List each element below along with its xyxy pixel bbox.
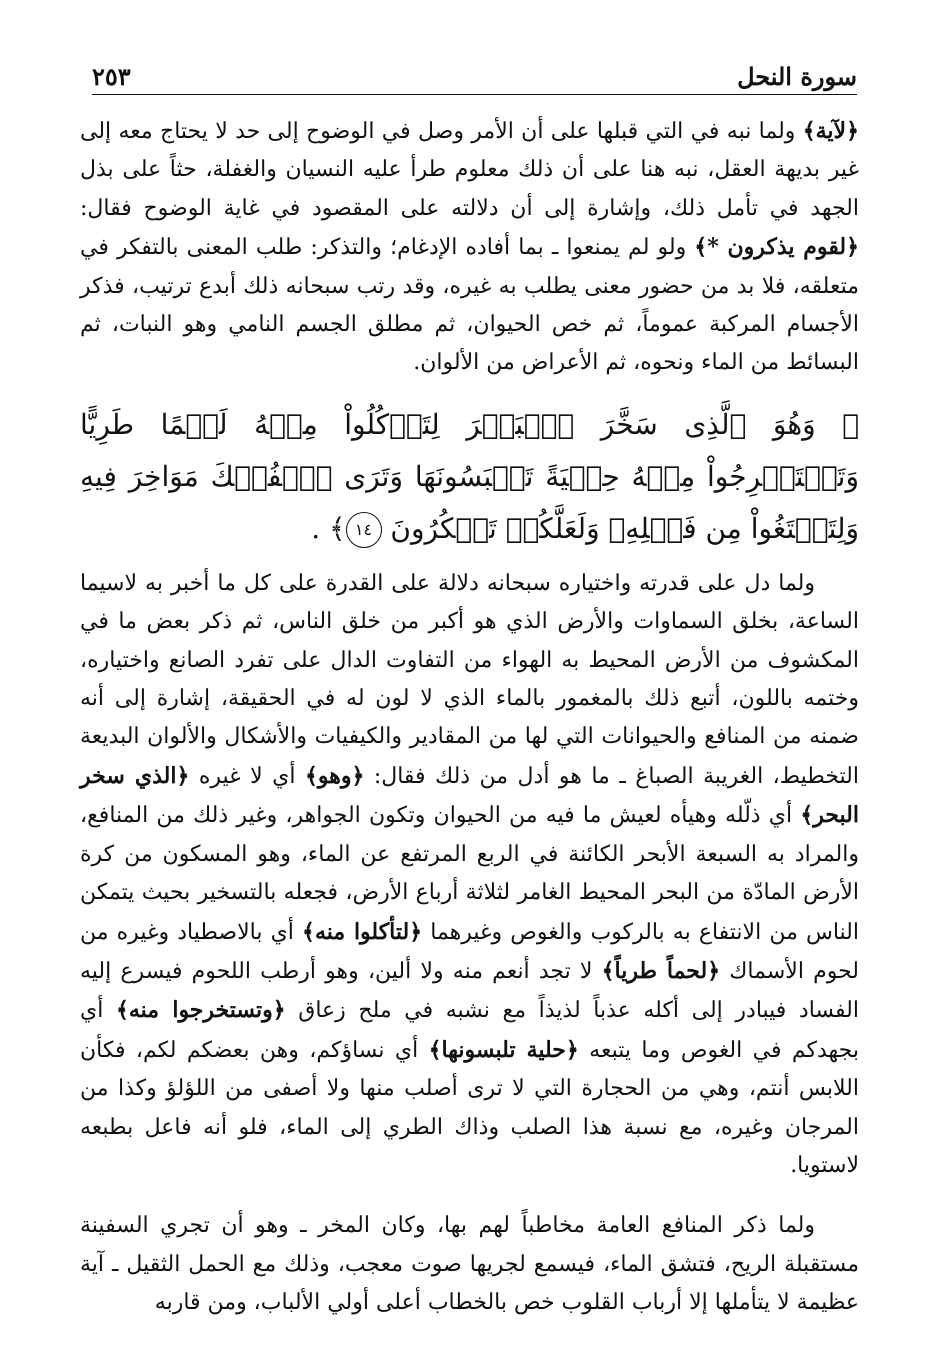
quran-quote: ﴿لتأكلوا منه﴾ [302,918,423,945]
quran-verse [80,399,859,555]
quran-quote: ﴿لآية﴾ [802,118,859,144]
page-header [92,60,857,95]
page-body [80,112,859,1323]
ayah-number-marker: ١٤ [346,512,382,548]
quran-quote: ﴿وتستخرجوا منه﴾ [115,997,286,1024]
page-number: ٢٥٣ [92,62,131,91]
commentary-text: لا تجد أنعم منه ولا ألين، وهو أرطب اللحوم فيسرع إليه الفساد فيبادر إلى أكله عذباً لذيذاً مع نشبه في ملح زعاق [80,958,859,1024]
commentary-text: ولما دل على قدرته واختياره سبحانه دلالة على القدرة على كل ما أخبر به لاسيما الساعة، بخلق السماوات والأرض الذي هو أكبر من خلق الناس، ثم ذكر بعض ما في المكشوف من الأرض المحيط به الهواء من التفاوت الدال على تفرد الصانع واختياره، وختمه باللون، أتبع ذلك بالمغمور بالماء الذي لا لون له في الحقيقة، إشارة إلى أنه ضمنه من المنافع والحيوانات التي لها من المقادير والكيفيات والأشكال والألوان البديعة التخطيط، الغريبة الصباغ ـ ما هو أدل من ذلك فقال: [80,570,859,789]
paragraph-1 [80,112,859,383]
commentary-text: أي نساؤكم، وهن بعضكم لكم، فكأن اللابس أنتم، وهي من الحجارة التي لا ترى أصلب منها ولا أصفى من اللؤلؤ وكذا من المرجان وغيره، مع نسبة هذا الصلب وذاك الطري إلى الماء، فلو أنه فاعل بطبعه لاستويا. [80,1037,859,1178]
quran-quote: ﴿الذي سخر البحر﴾ [80,762,859,829]
quran-quote: ﴿لحماً طرياً﴾ [601,957,721,984]
quran-quote: ﴿حلية تلبسونها﴾ [428,1036,579,1063]
verse-text: ﴿ وَهُوَ ٱلَّذِى سَخَّرَ ٱلۡبَحۡرَ لِتَأۡكُلُواْ مِنۡهُ لَحۡمًا طَرِيًّا وَتَسۡتَخۡرِجُواْ مِنۡهُ حِلۡيَةً تَلۡبَسُونَهَا وَتَرَى ٱلۡفُلۡكَ مَوَاخِرَ فِيهِ وَلِتَبۡتَغُواْ مِن فَضۡلِهِۦ وَلَعَلَّكُمۡ تَشۡكُرُونَ [80,407,859,545]
commentary-text: ولما ذكر المنافع العامة مخاطباً لهم بها، وكان المخر ـ وهو أن تجري السفينة مستقبلة الريح، فتشق الماء، فيسمع لجريها صوت معجب، وذلك مع الحمل الثقيل ـ آية عظيمة لا يتأملها إلا أرباب القلوب خص بالخطاب أعلى أولي الألباب، ومن قاربه [80,1213,859,1316]
verse-close: ﴾ . [311,511,346,545]
commentary-text: أي لا غيره [189,763,305,789]
commentary-text: أي ذلّله وهيأه لعيش ما فيه من الحيوان وتكون الجواهر، وغير ذلك من المنافع، والمراد به السبعة الأبحر الكائنة في الربع المرتفع عن الماء، وهو المسكون من كرة الأرض المادّة من البحر المحيط الغامر لثلاثة أرباع الأرض، فجعله بالتسخير بحيث يتمكن الناس من الانتفاع به بالركوب والغوص وغيرهما [80,803,860,945]
quran-quote: ﴿لقوم يذكرون *﴾ [694,234,859,261]
commentary-text: أي بالاصطياد وغيره من لحوم الأسماك [80,919,859,984]
quran-quote: ﴿وهو﴾ [304,762,365,789]
paragraph-2 [80,565,859,1186]
commentary-text: أي بجهدكم في الغوص وما يتبعه [80,998,859,1063]
commentary-text: ولما نبه في التي قبلها على أن الأمر وصل في الوضوح إلى حد لا يحتاج معه إلى غير بديهة العقل، نبه هنا على أن ذلك معلوم طرأ عليه النسيان والغفلة، حثاً على بذل الجهد في تأمل ذلك، وإشارة إلى أن دلالته على المقصود في غاية الوضوح فقال: [80,119,859,221]
surah-title: سورة النحل [737,62,857,91]
paragraph-3 [80,1207,859,1322]
commentary-text: ولو لم يمنعوا ـ بما أفاده الإدغام؛ والتذكر: طلب المعنى بالتفكر في متعلقه، فلا بد من حضور معنى يطلب به غيره، وقد رتب سبحانه ذلك أبدع ترتيب، فذكر الأجسام المركبة عموماً، ثم خص الحيوان، ثم مطلق الجسم النامي وهو النبات، ثم البسائط من الماء ونحوه، ثم الأعراض من الألوان. [80,235,859,376]
